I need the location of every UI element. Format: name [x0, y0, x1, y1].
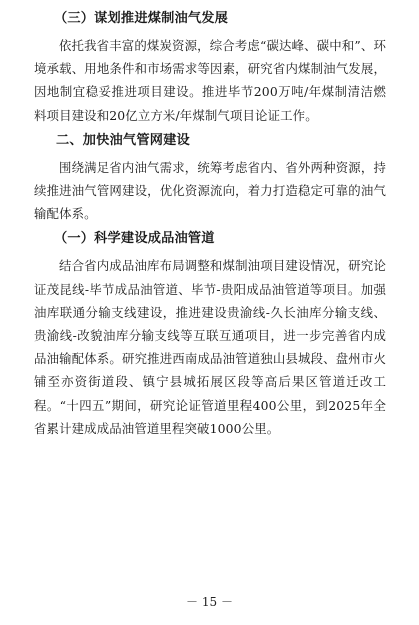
page-number: － 15 －	[186, 595, 233, 609]
section-heading-coal-to-oil-gas: （三）谋划推进煤制油气发展	[54, 11, 229, 26]
paragraph-refined-oil-pipeline: 结合省内成品油库布局调整和煤制油项目建设情况，研究论证茂昆线-毕节成品油管道、毕节-贵阳成品油管道等项目。加强油库联通分输支线建设，推进建设贵渝线-久长油库分输支线、贵渝线-改貌油库分输支线等互联互通项目，进一步完善省内成品油输配体系。研究推进西南成品油管道独山县城段、盘州市火铺至亦资街道段、镇宁县城拓展区段等高后果区管道迁改工程。“十四五”期间，研究论证管道里程400公里，到2025年全省累计建成成品油管道里程突破1000公里。	[34, 258, 386, 436]
paragraph-coal-to-oil-gas: 依托我省丰富的煤炭资源，综合考虑“碳达峰、碳中和”、环境承载、用地条件和市场需求等因素，研究省内煤制油气发展，因地制宜稳妥推进项目建设。推进毕节200万吨/年煤制清洁燃料项目建设和20亿立方米/年煤制气项目论证工作。	[34, 38, 386, 123]
section-heading-refined-oil-pipeline: （一）科学建设成品油管道	[54, 231, 215, 247]
document-body	[34, 8, 386, 443]
chapter-heading-pipeline-network: 二、加快油气管网建设	[56, 132, 190, 148]
paragraph-pipeline-network: 围绕满足省内油气需求，统筹考虑省内、省外两种资源，持续推进油气管网建设，优化资源流向，着力打造稳定可靠的油气输配体系。	[34, 159, 386, 222]
